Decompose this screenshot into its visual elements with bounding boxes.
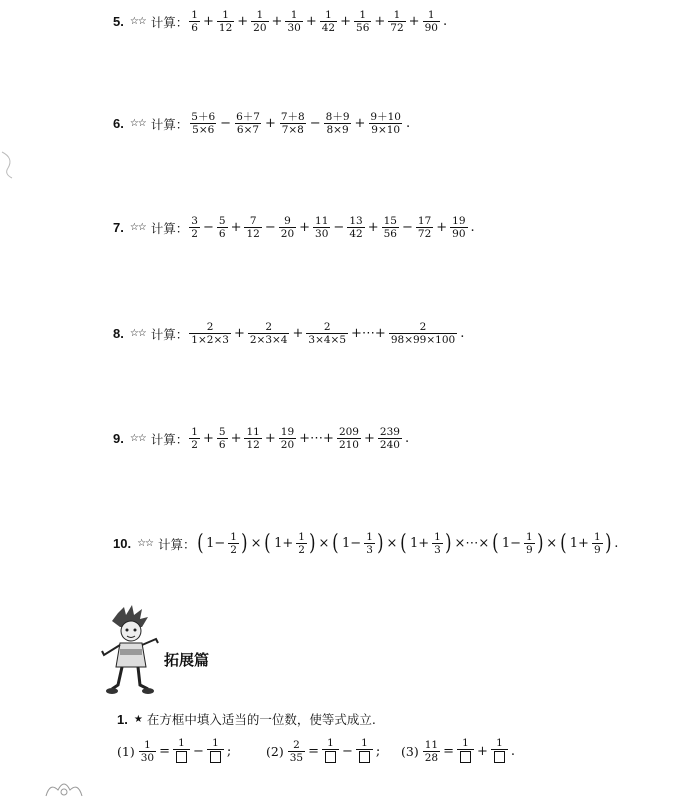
denominator: 98×99×100 [390,334,456,346]
numerator: 1 [191,9,198,21]
operator: = [308,744,319,759]
denominator: 42 [349,228,363,240]
numerator: 1 [359,9,367,21]
fraction [592,531,603,556]
operator: . [614,536,619,551]
fraction [491,737,508,766]
expression [422,737,517,766]
operator: . [460,326,465,341]
numerator: 1 [427,9,435,21]
fraction [347,215,364,240]
blank-box[interactable] [359,751,370,763]
fraction [189,426,200,451]
numerator: 5＋6 [191,111,216,123]
fraction [354,9,371,34]
operator: + [367,220,379,235]
fraction [139,739,156,764]
section-title: 拓展篇 [164,651,210,669]
operator: + [230,220,242,235]
problem-number: 5. [113,14,124,29]
operator: × [318,536,330,551]
denominator: 6 [218,228,226,240]
denominator: 2 [191,228,198,240]
fraction [217,9,234,34]
problem-label: 计算： [150,116,189,132]
denominator: 30 [315,228,329,240]
fraction [244,215,261,240]
numerator: 15 [383,215,397,227]
denominator: 56 [383,228,397,240]
denominator: 3×4×5 [308,334,347,346]
expression [138,737,234,766]
fraction [457,737,474,766]
operator: − [220,116,232,131]
denominator [322,749,339,766]
fraction [217,426,228,451]
numerator: 19 [280,426,295,438]
numerator: 1 [327,737,334,749]
numerator: 2 [265,321,272,333]
operator: = [159,744,170,759]
expression [287,737,383,766]
operator: + [202,14,214,29]
numerator: 9＋10 [370,111,401,123]
operator: × [546,536,558,551]
parenthesis: ) [241,530,248,556]
corner-swirl-icon [0,150,20,180]
operator: × [386,536,398,551]
numerator: 2 [293,739,300,751]
expression [188,215,476,240]
operator: 1− [206,536,226,551]
denominator: 90 [424,22,438,34]
operator: 1+ [274,536,294,551]
numerator: 7＋8 [280,111,305,123]
operator: − [342,744,353,759]
fraction [368,111,403,136]
fraction [416,215,433,240]
numerator: 2 [206,321,214,333]
operator: − [333,220,345,235]
fraction [234,111,262,136]
operator: . [404,431,410,446]
expression [196,531,621,556]
denominator: 90 [452,228,466,240]
fraction [279,215,296,240]
parenthesis: ( [196,530,204,556]
parenthesis: ) [309,530,316,556]
operator: + [299,220,311,235]
operator: ; [375,744,381,759]
denominator: 9×10 [371,124,401,136]
operator: + [271,14,283,29]
cartoon-boy-illustration [100,605,162,697]
problem-label: 计算： [150,431,189,447]
parenthesis: ( [332,530,339,556]
operator: + [477,744,488,759]
operator: − [264,220,276,235]
fraction [189,9,200,34]
fraction [389,321,457,346]
numerator: 11 [246,426,260,438]
numerator: 2 [419,321,427,333]
denominator: 210 [338,439,359,451]
operator: +⋯+ [299,431,334,446]
denominator: 6×7 [236,124,260,136]
numerator: 1 [298,531,305,543]
fraction [356,737,373,766]
numerator: 1 [230,531,237,543]
difficulty-stars-icon: ☆☆ [129,222,146,233]
denominator: 9 [593,544,601,556]
blank-box[interactable] [210,751,221,763]
denominator: 240 [379,439,400,451]
numerator: 17 [417,215,432,227]
fraction [207,737,224,766]
blank-box[interactable] [325,751,336,763]
denominator: 72 [390,22,404,34]
operator: + [264,116,276,131]
fraction [320,9,337,34]
fraction [322,737,339,766]
flower-doodle-icon [40,776,90,800]
difficulty-stars-icon: ☆☆ [129,328,146,339]
numerator: 1 [325,9,332,21]
subpart-2 [266,737,382,766]
numerator: 209 [338,426,359,438]
problem-label: 计算： [150,14,189,30]
fraction [173,737,190,766]
operator: 1− [342,536,362,551]
operator: − [309,116,321,131]
problem-6 [113,111,412,136]
parenthesis: ) [376,530,384,556]
fraction [423,739,440,764]
denominator: 20 [280,439,295,451]
denominator: 3 [434,544,441,556]
denominator: 30 [287,22,301,34]
numerator: 6＋7 [236,111,260,123]
problem-10 [113,531,620,556]
parenthesis: ) [444,530,452,556]
denominator: 20 [253,22,267,34]
numerator: 1 [526,531,533,543]
expression [188,321,466,346]
subpart-3 [401,737,517,766]
operator: 1+ [569,536,589,551]
denominator: 9 [526,544,533,556]
parenthesis: ) [604,530,612,556]
numerator: 11 [315,215,329,227]
subpart-label: (3) [401,744,419,759]
operator: + [233,326,245,341]
difficulty-stars-icon: ☆☆ [129,433,146,444]
operator: +⋯+ [351,326,386,341]
operator: + [230,431,242,446]
operator: − [193,744,204,759]
fraction [524,531,535,556]
denominator: 72 [417,228,432,240]
operator: + [202,431,214,446]
fraction [251,9,268,34]
expression [188,426,411,451]
fraction [248,321,290,346]
expression [188,9,449,34]
numerator: 1 [593,531,601,543]
blank-box[interactable] [176,751,187,763]
numerator: 2 [323,321,331,333]
fraction [450,215,467,240]
numerator: 1 [393,9,401,21]
problem-number: 1. [117,711,128,727]
expression [188,111,412,136]
numerator: 1 [434,531,441,543]
operator: 1+ [409,536,430,551]
denominator: 12 [246,228,260,240]
fraction [364,531,375,556]
problem-7 [113,215,477,240]
operator: + [436,220,448,235]
denominator: 30 [140,752,155,764]
difficulty-stars-icon: ☆☆ [129,118,146,129]
problem-5 [113,9,449,34]
denominator: 3 [366,544,373,556]
numerator: 5 [218,215,226,227]
fraction [279,426,296,451]
denominator [491,749,508,766]
operator: + [408,14,420,29]
numerator: 1 [496,737,503,749]
denominator: 12 [246,439,260,451]
numerator: 7 [249,215,257,227]
denominator: 7×8 [281,124,304,136]
denominator [173,749,190,766]
problem-number: 10. [113,536,132,551]
denominator: 6 [218,439,226,451]
fraction [285,9,302,34]
fraction [189,111,217,136]
parenthesis: ( [492,530,499,556]
problem-instruction: 在方框中填入适当的一位数，使等式成立. [146,712,376,727]
parenthesis: ( [400,530,407,556]
problem-label: 计算： [150,220,189,236]
denominator [457,749,474,766]
denominator: 2 [230,544,237,556]
subpart-label: (1) [117,744,135,759]
numerator: 239 [379,426,400,438]
operator: + [237,14,249,29]
denominator: 56 [356,22,370,34]
fraction [313,215,330,240]
operator: × [250,536,262,551]
fraction [378,426,402,451]
fraction [324,111,352,136]
blank-box[interactable] [494,751,505,763]
operator: = [443,744,454,759]
numerator: 8＋9 [325,111,350,123]
fraction [217,215,228,240]
problem-number: 6. [113,116,124,131]
operator: − [202,220,214,235]
subpart-1 [117,737,233,766]
numerator: 19 [452,215,466,227]
parenthesis: ) [536,530,544,556]
fraction [432,531,443,556]
difficulty-stars-icon: ☆☆ [137,538,154,549]
fraction [288,739,305,764]
operator: + [363,431,375,446]
operator: + [264,431,276,446]
difficulty-star-icon: ★ [133,713,142,725]
numerator: 3 [191,215,198,227]
operator: + [305,14,317,29]
blank-box[interactable] [460,751,471,763]
problem-label: 计算： [150,326,189,342]
denominator [356,749,373,766]
subpart-label: (2) [266,744,284,759]
denominator: 28 [424,752,439,764]
denominator: 35 [289,752,304,764]
numerator: 11 [424,739,439,751]
denominator: 42 [321,22,336,34]
numerator: 1 [191,426,198,438]
operator: + [340,14,352,29]
operator: . [510,744,516,759]
fraction [306,321,348,346]
fraction [189,321,231,346]
denominator: 20 [280,228,295,240]
fraction [423,9,440,34]
numerator: 5 [218,426,226,438]
operator: + [374,14,386,29]
fraction [228,531,239,556]
denominator: 6 [191,22,198,34]
fraction [279,111,307,136]
numerator: 1 [256,9,264,21]
denominator: 1×2×3 [191,334,229,346]
numerator: 1 [178,737,185,749]
fraction [337,426,361,451]
numerator: 1 [144,739,151,751]
denominator: 12 [218,22,233,34]
numerator: 13 [349,215,363,227]
operator: − [401,220,413,235]
problem-number: 7. [113,220,124,235]
operator: . [405,116,411,131]
numerator: 1 [366,531,373,543]
operator: . [442,14,448,29]
fraction [296,531,307,556]
problem-8 [113,321,466,346]
operator: ; [226,744,232,759]
difficulty-stars-icon: ☆☆ [129,16,146,27]
fraction [388,9,405,34]
denominator: 2 [298,544,305,556]
denominator: 5×6 [192,124,215,136]
operator: ×⋯× [454,536,490,551]
extension-problem-1 [117,710,376,728]
denominator: 2×3×4 [249,334,288,346]
numerator: 1 [361,737,368,749]
fraction [244,426,261,451]
operator: + [292,326,304,341]
numerator: 1 [222,9,229,21]
denominator: 8×9 [326,124,349,136]
problem-label: 计算： [158,536,196,552]
numerator: 9 [284,215,291,227]
numerator: 1 [290,9,298,21]
operator: + [354,116,366,131]
numerator: 1 [462,737,469,749]
operator: 1− [501,536,521,551]
operator: . [470,220,475,235]
parenthesis: ( [560,530,567,556]
problem-number: 8. [113,326,124,341]
denominator [207,749,224,766]
problem-number: 9. [113,431,124,446]
numerator: 1 [212,737,219,749]
problem-9 [113,426,411,451]
fraction [382,215,399,240]
fraction [189,215,200,240]
parenthesis: ( [264,530,272,556]
denominator: 2 [191,439,198,451]
